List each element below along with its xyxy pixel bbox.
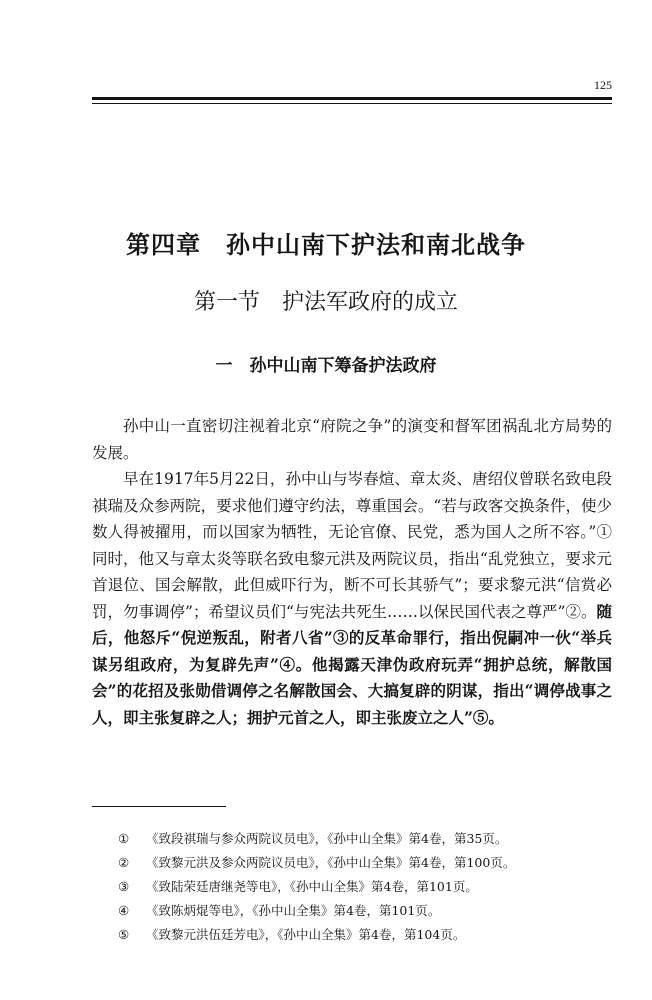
header-rule-thin — [92, 103, 612, 104]
footnote-5 — [118, 923, 612, 947]
footnote-4 — [118, 899, 612, 923]
header-rule-thick — [92, 97, 612, 100]
footnote-3 — [118, 875, 612, 899]
paragraph-2-bold: 随后，他怒斥“倪逆叛乱，附者八省”③的反革命罪行，指出倪嗣冲一伙“举兵谋另组政府，为复辟先声”④。他揭露天津伪政府玩弄“拥护总统，解散国会”的花招及张勋借调停之名解散国会、大搞复辟的阴谋，指出“调停战事之人，即主张复辟之人；拥护元首之人，即主张废立之人”⑤。 — [92, 601, 612, 727]
footnote-text: 《致黎元洪及参众两院议员电》，《孙中山全集》第4卷，第100页。 — [146, 855, 516, 870]
paragraph-2 — [92, 466, 612, 731]
footnote-text: 《致陈炳焜等电》，《孙中山全集》第4卷，第101页。 — [146, 903, 441, 918]
footnote-marker: ④ — [118, 903, 130, 918]
footnote-marker: ③ — [118, 879, 130, 894]
body-text — [92, 413, 612, 731]
paragraph-1: 孙中山一直密切注视着北京“府院之争”的演变和督军团祸乱北方局势的发展。 — [92, 417, 612, 462]
footnote-divider — [92, 806, 226, 807]
footnote-marker: ⑤ — [118, 927, 130, 942]
footnote-marker: ② — [118, 855, 130, 870]
paragraph-2-regular: 早在1917年5月22日，孙中山与岑春煊、章太炎、唐绍仪曾联名致电段祺瑞及众参两院，要求他们遵守约法，尊重国会。“若与政客交换条件，使少数人得被擢用，而以国家为牺牲，无论官僚、民党，悉为国人之所不容。”①同时，他又与章太炎等联名致电黎元洪及两院议员，指出“乱党独立，要求元首退位、国会解散，此但威吓行为，断不可长其骄气”；要求黎元洪“信赏必罚，勿事调停”；希望议员们“与宪法共死生……以保民国代表之尊严”②。 — [92, 470, 612, 621]
subsection-title: 一 孙中山南下筹备护法政府 — [215, 356, 437, 376]
footnote-text: 《致段祺瑞与参众两院议员电》，《孙中山全集》第4卷，第35页。 — [146, 831, 508, 846]
footnote-2 — [118, 851, 612, 875]
footnote-text: 《致黎元洪伍廷芳电》，《孙中山全集》第4卷，第104页。 — [146, 927, 466, 942]
footnote-marker: ① — [118, 831, 130, 846]
page-number: 125 — [594, 78, 612, 92]
chapter-title: 第四章 孙中山南下护法和南北战争 — [126, 230, 526, 259]
section-title: 第一节 护法军政府的成立 — [193, 290, 458, 315]
footnote-1 — [118, 827, 612, 851]
footnotes — [118, 827, 612, 947]
footnote-text: 《致陆荣廷唐继尧等电》，《孙中山全集》第4卷，第101页。 — [146, 879, 478, 894]
